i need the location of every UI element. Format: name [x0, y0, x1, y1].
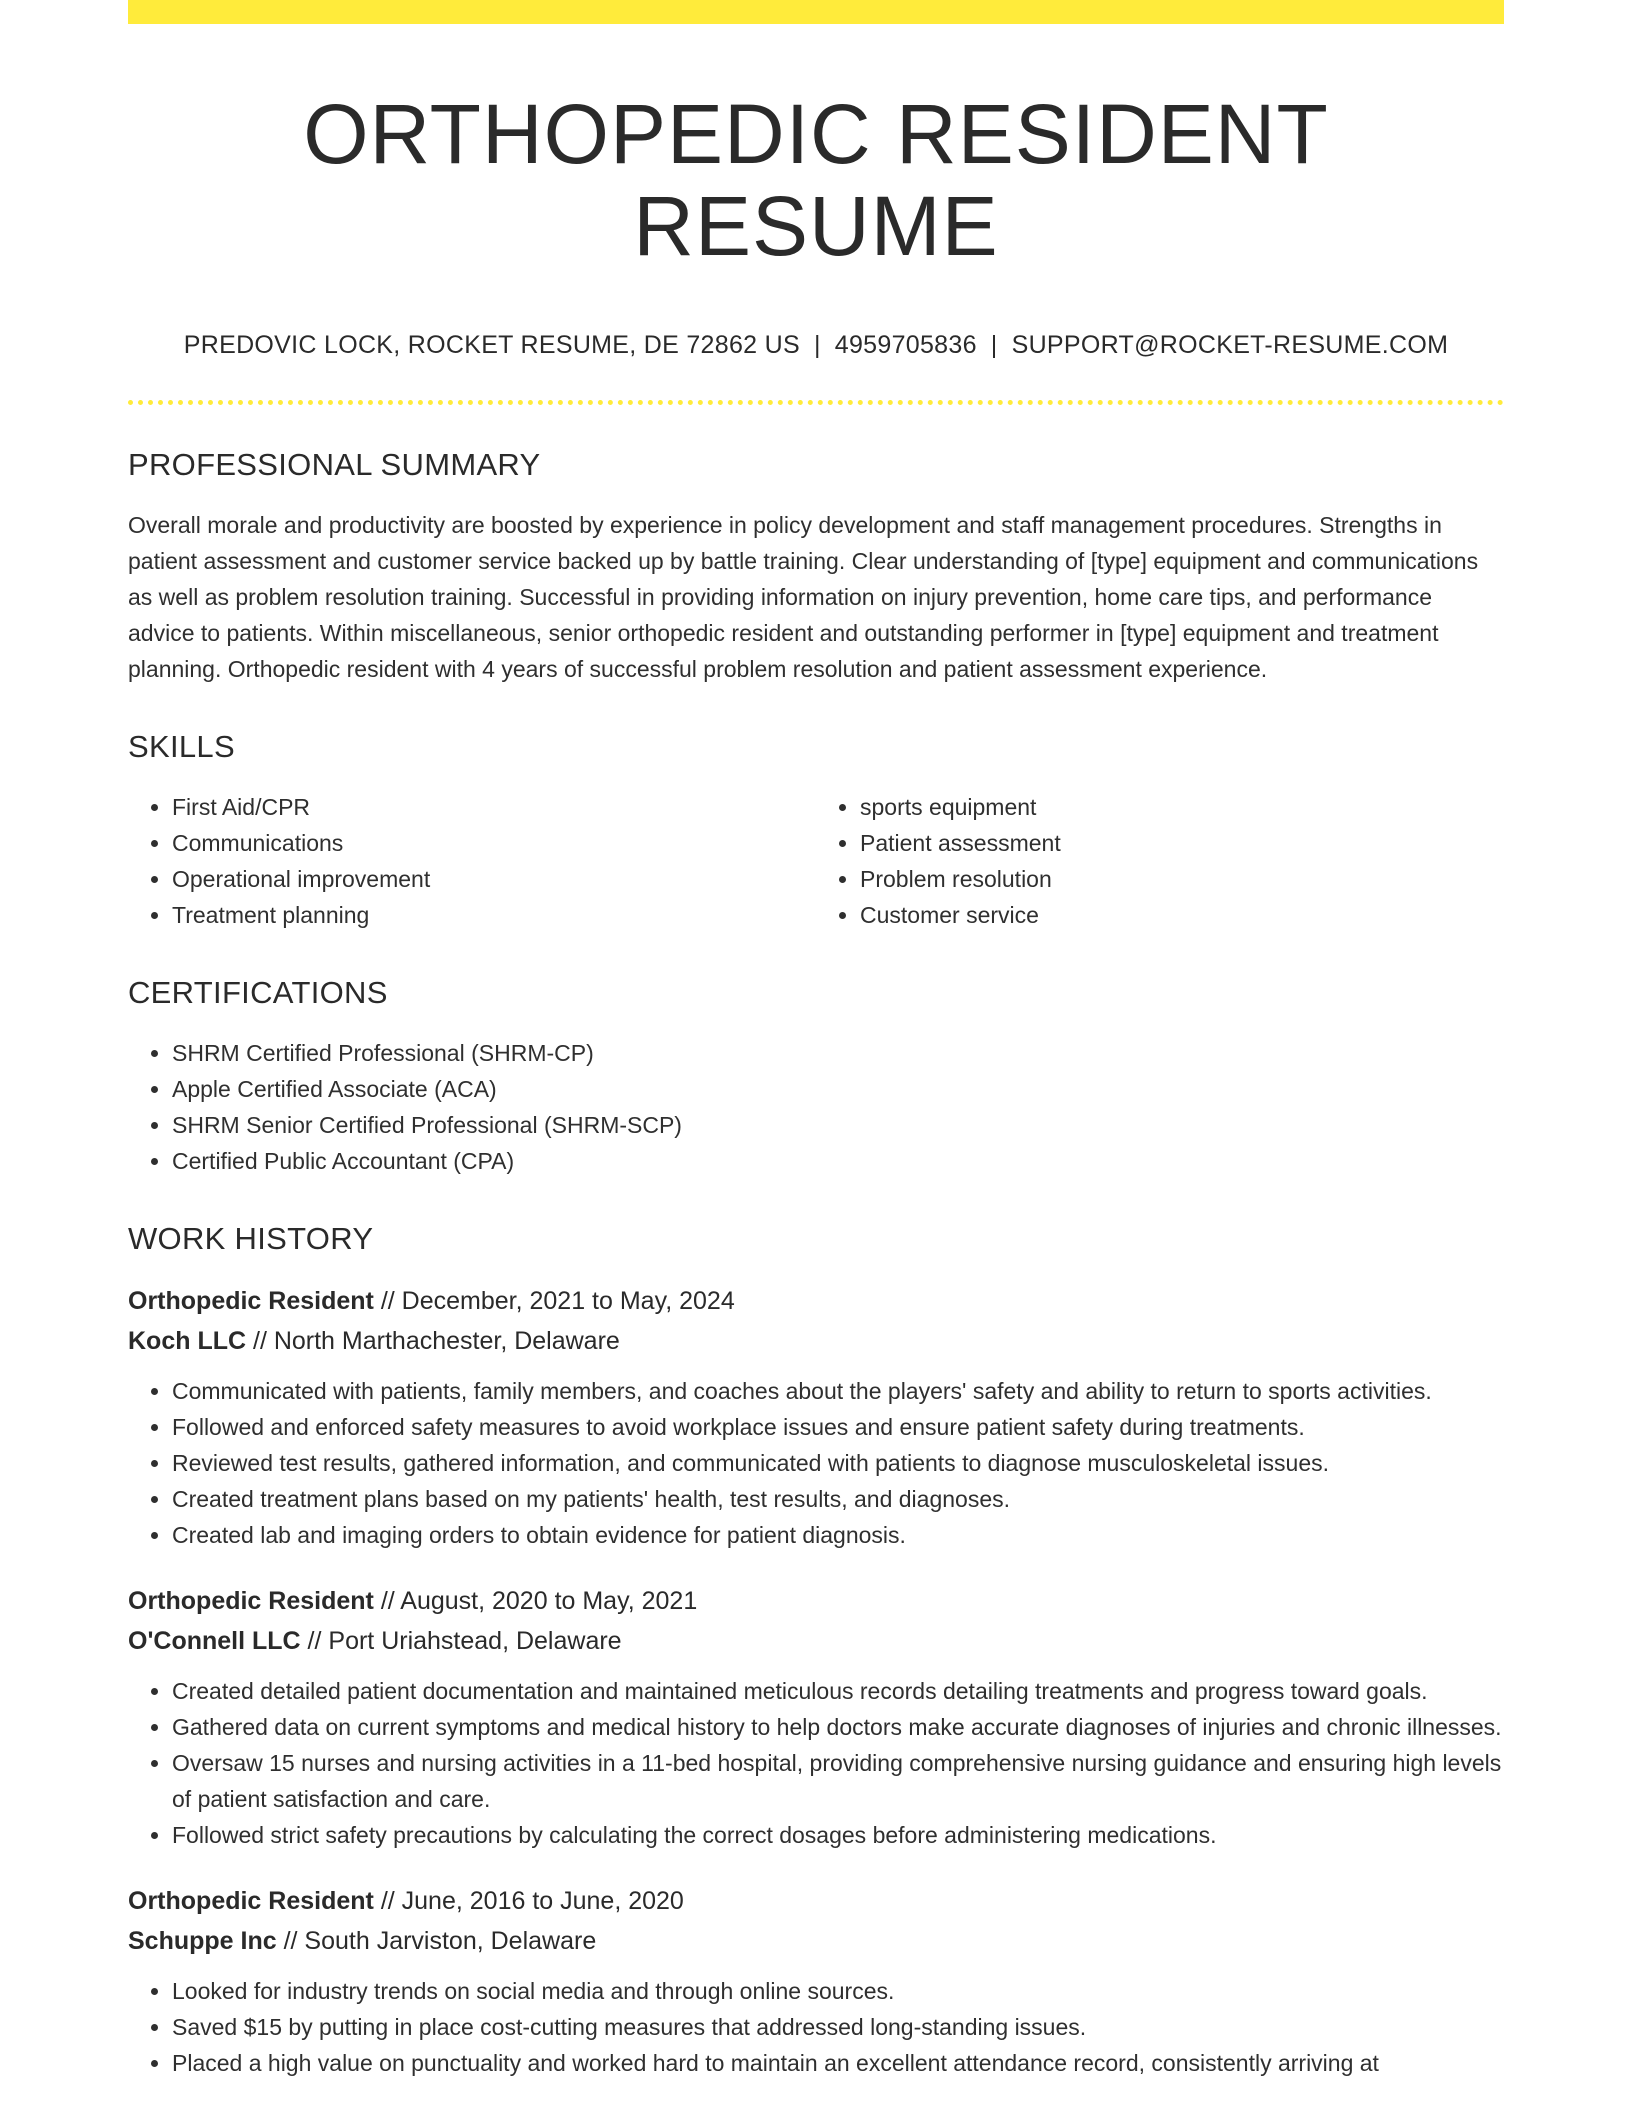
job-duty: • Saved $15 by putting in place cost-cutting measures that addressed long-standing issues. [172, 2009, 1504, 2045]
contact-separator: | [990, 330, 998, 359]
job-duty: • Oversaw 15 nurses and nursing activities in a 11-bed hospital, providing comprehensive nursing guidance and ensuring high levels of patient satisfaction and care. [172, 1745, 1504, 1817]
job-duty: • Followed strict safety precautions by calculating the correct dosages before administering medications. [172, 1817, 1504, 1853]
job-title: Orthopedic Resident [128, 1886, 374, 1915]
contact-email[interactable]: SUPPORT@ROCKET-RESUME.COM [1011, 330, 1449, 359]
work-history-heading: WORK HISTORY [128, 1220, 374, 1256]
job-location: // Port Uriahstead, Delaware [300, 1626, 622, 1655]
job-company: Koch LLC [128, 1326, 247, 1355]
skill-item: • Patient assessment [860, 825, 1504, 861]
skill-item: • First Aid/CPR [172, 789, 816, 825]
certifications-heading: CERTIFICATIONS [128, 974, 388, 1010]
job-title-line [128, 1581, 1504, 1621]
skills-heading: SKILLS [128, 728, 235, 764]
certification-item: • Certified Public Accountant (CPA) [172, 1143, 1504, 1179]
job-duty: • Gathered data on current symptoms and medical history to help doctors make accurate diagnoses of injuries and chronic illnesses. [172, 1709, 1504, 1745]
job-duty: • Followed and enforced safety measures to avoid workplace issues and ensure patient safety during treatments. [172, 1409, 1504, 1445]
certifications-list [128, 1035, 1504, 1179]
job-title: Orthopedic Resident [128, 1586, 374, 1615]
job-dates: // December, 2021 to May, 2024 [373, 1286, 735, 1315]
skill-item: • Problem resolution [860, 861, 1504, 897]
job-entry [128, 1281, 1504, 1553]
job-company-line [128, 1621, 1504, 1661]
job-company: Schuppe Inc [128, 1926, 277, 1955]
skills-left-list [128, 789, 816, 933]
job-duty: • Created lab and imaging orders to obtain evidence for patient diagnosis. [172, 1517, 1504, 1553]
certification-item: • SHRM Senior Certified Professional (SHRM-SCP) [172, 1107, 1504, 1143]
skill-item: • sports equipment [860, 789, 1504, 825]
contact-separator: | [813, 330, 821, 359]
job-entry [128, 1581, 1504, 1853]
job-dates: // June, 2016 to June, 2020 [373, 1886, 684, 1915]
job-company: O'Connell LLC [128, 1626, 301, 1655]
job-entry [128, 1881, 1504, 2081]
resume-page [128, 0, 1504, 2109]
job-location: // North Marthachester, Delaware [246, 1326, 620, 1355]
top-accent-bar [128, 0, 1504, 24]
contact-phone[interactable]: 4959705836 [834, 330, 977, 359]
skills-section [128, 729, 1504, 933]
job-title: Orthopedic Resident [128, 1286, 374, 1315]
dotted-divider [128, 400, 1504, 405]
skill-item: • Operational improvement [172, 861, 816, 897]
job-duties-list [128, 1373, 1504, 1553]
contact-line [128, 331, 1504, 360]
job-duties-list [128, 1973, 1504, 2081]
job-title-line [128, 1881, 1504, 1921]
job-title-line [128, 1281, 1504, 1321]
job-dates: // August, 2020 to May, 2021 [373, 1586, 698, 1615]
skill-item: • Customer service [860, 897, 1504, 933]
job-duty: • Created treatment plans based on my patients' health, test results, and diagnoses. [172, 1481, 1504, 1517]
certification-item: • Apple Certified Associate (ACA) [172, 1071, 1504, 1107]
summary-heading: PROFESSIONAL SUMMARY [128, 446, 541, 482]
job-duty: • Communicated with patients, family members, and coaches about the players' safety and ability to return to sports activities. [172, 1373, 1504, 1409]
certifications-section [128, 975, 1504, 1179]
job-duty: • Looked for industry trends on social media and through online sources. [172, 1973, 1504, 2009]
certification-item: • SHRM Certified Professional (SHRM-CP) [172, 1035, 1504, 1071]
skill-item: • Treatment planning [172, 897, 816, 933]
work-history-section [128, 1221, 1504, 2081]
page-title: ORTHOPEDIC RESIDENT RESUME [303, 87, 1329, 274]
job-company-line [128, 1921, 1504, 1961]
skills-grid [128, 789, 1504, 933]
job-duty: • Reviewed test results, gathered information, and communicated with patients to diagnose musculoskeletal issues. [172, 1445, 1504, 1481]
summary-text: Overall morale and productivity are boosted by experience in policy development and staff management procedures. Strengths in patient assessment and customer service backed up by battle training. Clear understanding of [type] equipment and communications as well as problem resolution training. Successful in providing information on injury prevention, home care tips, and performance advice to patients. Within miscellaneous, senior orthopedic resident and outstanding performer in [type] equipment and treatment planning. Orthopedic resident with 4 years of successful problem resolution and patient assessment experience. [128, 511, 1479, 682]
job-duty: • Placed a high value on punctuality and worked hard to maintain an excellent attendance record, consistently arriving at [172, 2045, 1504, 2081]
contact-address: PREDOVIC LOCK, ROCKET RESUME, DE 72862 US [183, 330, 800, 359]
skill-item: • Communications [172, 825, 816, 861]
job-duty: • Created detailed patient documentation and maintained meticulous records detailing treatments and progress toward goals. [172, 1673, 1504, 1709]
job-location: // South Jarviston, Delaware [276, 1926, 597, 1955]
job-duties-list [128, 1673, 1504, 1853]
summary-section [128, 447, 1504, 687]
skills-right-list [816, 789, 1504, 933]
job-company-line [128, 1321, 1504, 1361]
